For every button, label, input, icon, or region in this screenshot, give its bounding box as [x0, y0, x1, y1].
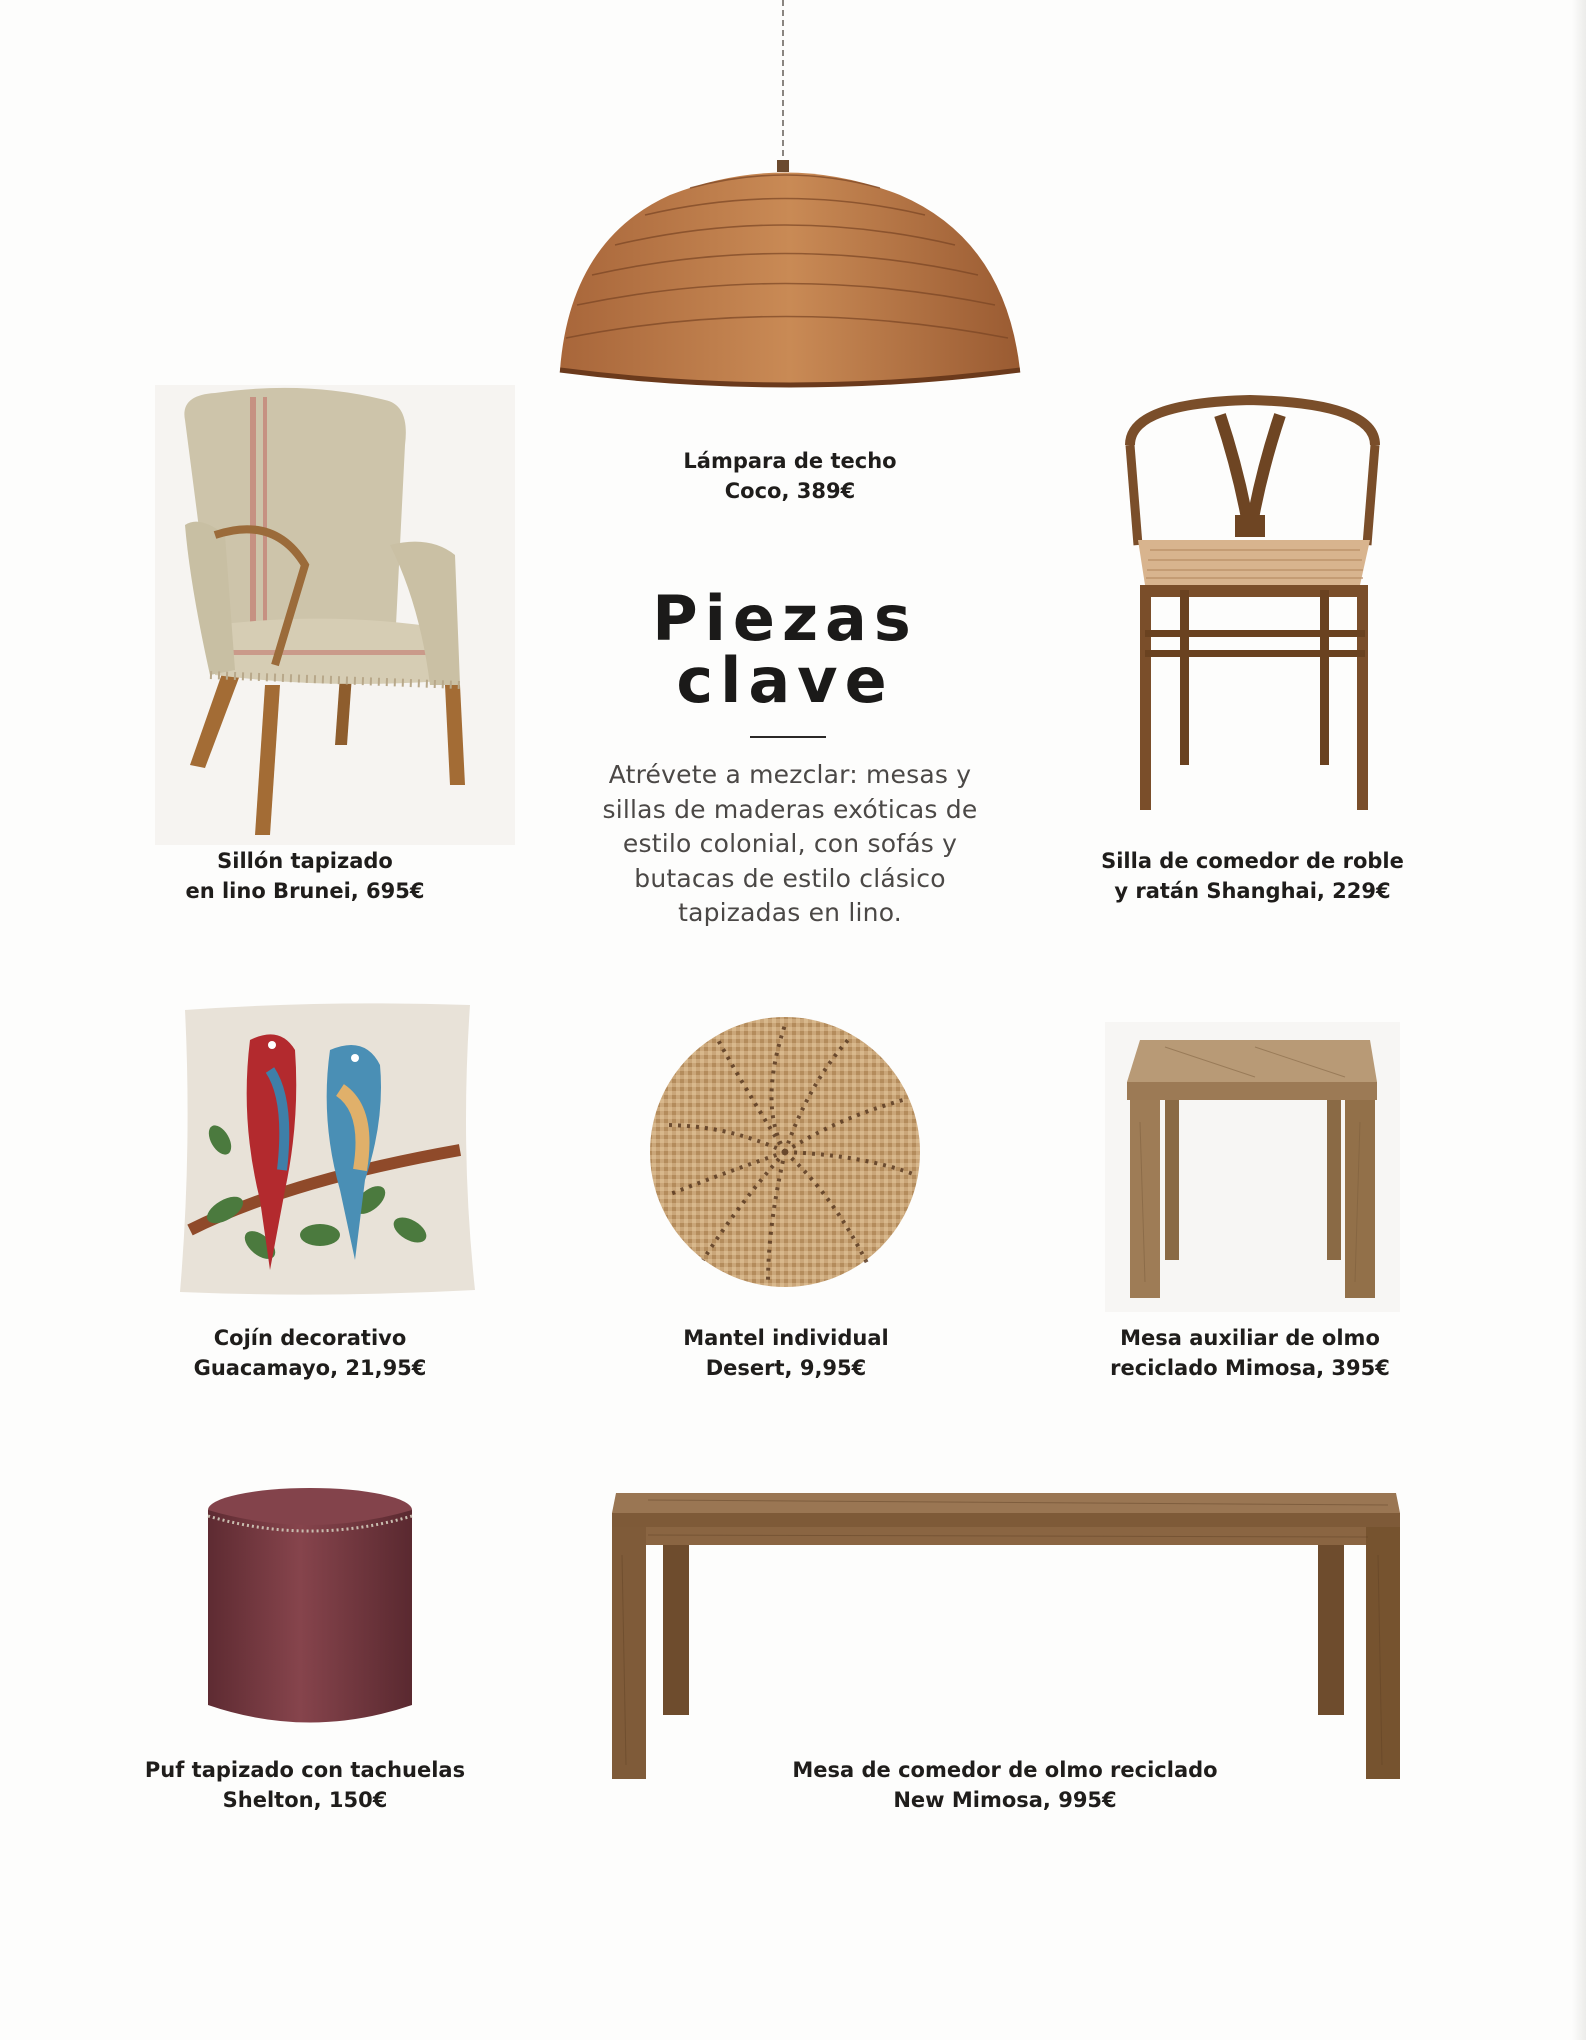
pouf-price: , 150€ [313, 1788, 388, 1812]
page-title [560, 582, 1010, 717]
placemat-caption [636, 1323, 936, 1383]
armchair-caption [155, 846, 455, 906]
placemat-name-line1: Mantel individual [683, 1326, 889, 1350]
title-line2: clave [676, 644, 894, 717]
dining-table-icon [608, 1475, 1404, 1785]
armchair-name-line2: en lino Brunei [185, 879, 351, 903]
armchair-name-line1: Sillón tapizado [217, 849, 393, 873]
table-name-line2: New Mimosa [893, 1788, 1043, 1812]
armchair-icon [155, 385, 515, 845]
table-name-line1: Mesa de comedor de olmo reciclado [792, 1758, 1218, 1782]
woven-placemat-icon [648, 1015, 923, 1290]
sidetable-name-line2: reciclado Mimosa [1110, 1356, 1317, 1380]
title-divider [750, 736, 826, 738]
table-caption [780, 1755, 1230, 1815]
cushion-caption [160, 1323, 460, 1383]
chair-name-line2: y ratán Shanghai [1114, 879, 1317, 903]
pouf-name-line2: Shelton [222, 1788, 314, 1812]
ceiling-lamp-icon [550, 0, 1030, 400]
sidetable-name-line1: Mesa auxiliar de olmo [1120, 1326, 1380, 1350]
pouf-name-line1: Puf tapizado con tachuelas [144, 1758, 466, 1782]
placemat-price: , 9,95€ [784, 1356, 867, 1380]
lamp-price: , 389€ [781, 479, 856, 503]
chair-name-line1: Silla de comedor de roble [1101, 849, 1404, 873]
lamp-name-line2: Coco [724, 479, 782, 503]
chair-price: , 229€ [1316, 879, 1391, 903]
cushion-price: , 21,95€ [330, 1356, 427, 1380]
cushion-name-line2: Guacamayo [193, 1356, 331, 1380]
lamp-name-line1: Lámpara de techo [683, 449, 897, 473]
title-line1: Piezas [652, 582, 918, 655]
wishbone-chair-icon [1120, 395, 1390, 815]
table-price: , 995€ [1042, 1788, 1117, 1812]
intro-text: Atrévete a mezclar: mesas y sillas de maderas exóticas de estilo colonial, con sofás y butacas de estilo clásico tapizadas en lino. [602, 760, 978, 927]
chair-caption [1080, 846, 1425, 906]
pouf-icon [190, 1480, 430, 1740]
sidetable-caption [1090, 1323, 1410, 1383]
placemat-name-line2: Desert [705, 1356, 785, 1380]
sidetable-price: , 395€ [1316, 1356, 1390, 1380]
page-edge [1572, 0, 1586, 2040]
pouf-caption [140, 1755, 470, 1815]
lamp-caption [620, 446, 960, 506]
parrot-cushion-icon [170, 1000, 485, 1300]
armchair-price: , 695€ [350, 879, 425, 903]
cushion-name-line1: Cojín decorativo [213, 1326, 407, 1350]
side-table-icon [1105, 1022, 1400, 1312]
